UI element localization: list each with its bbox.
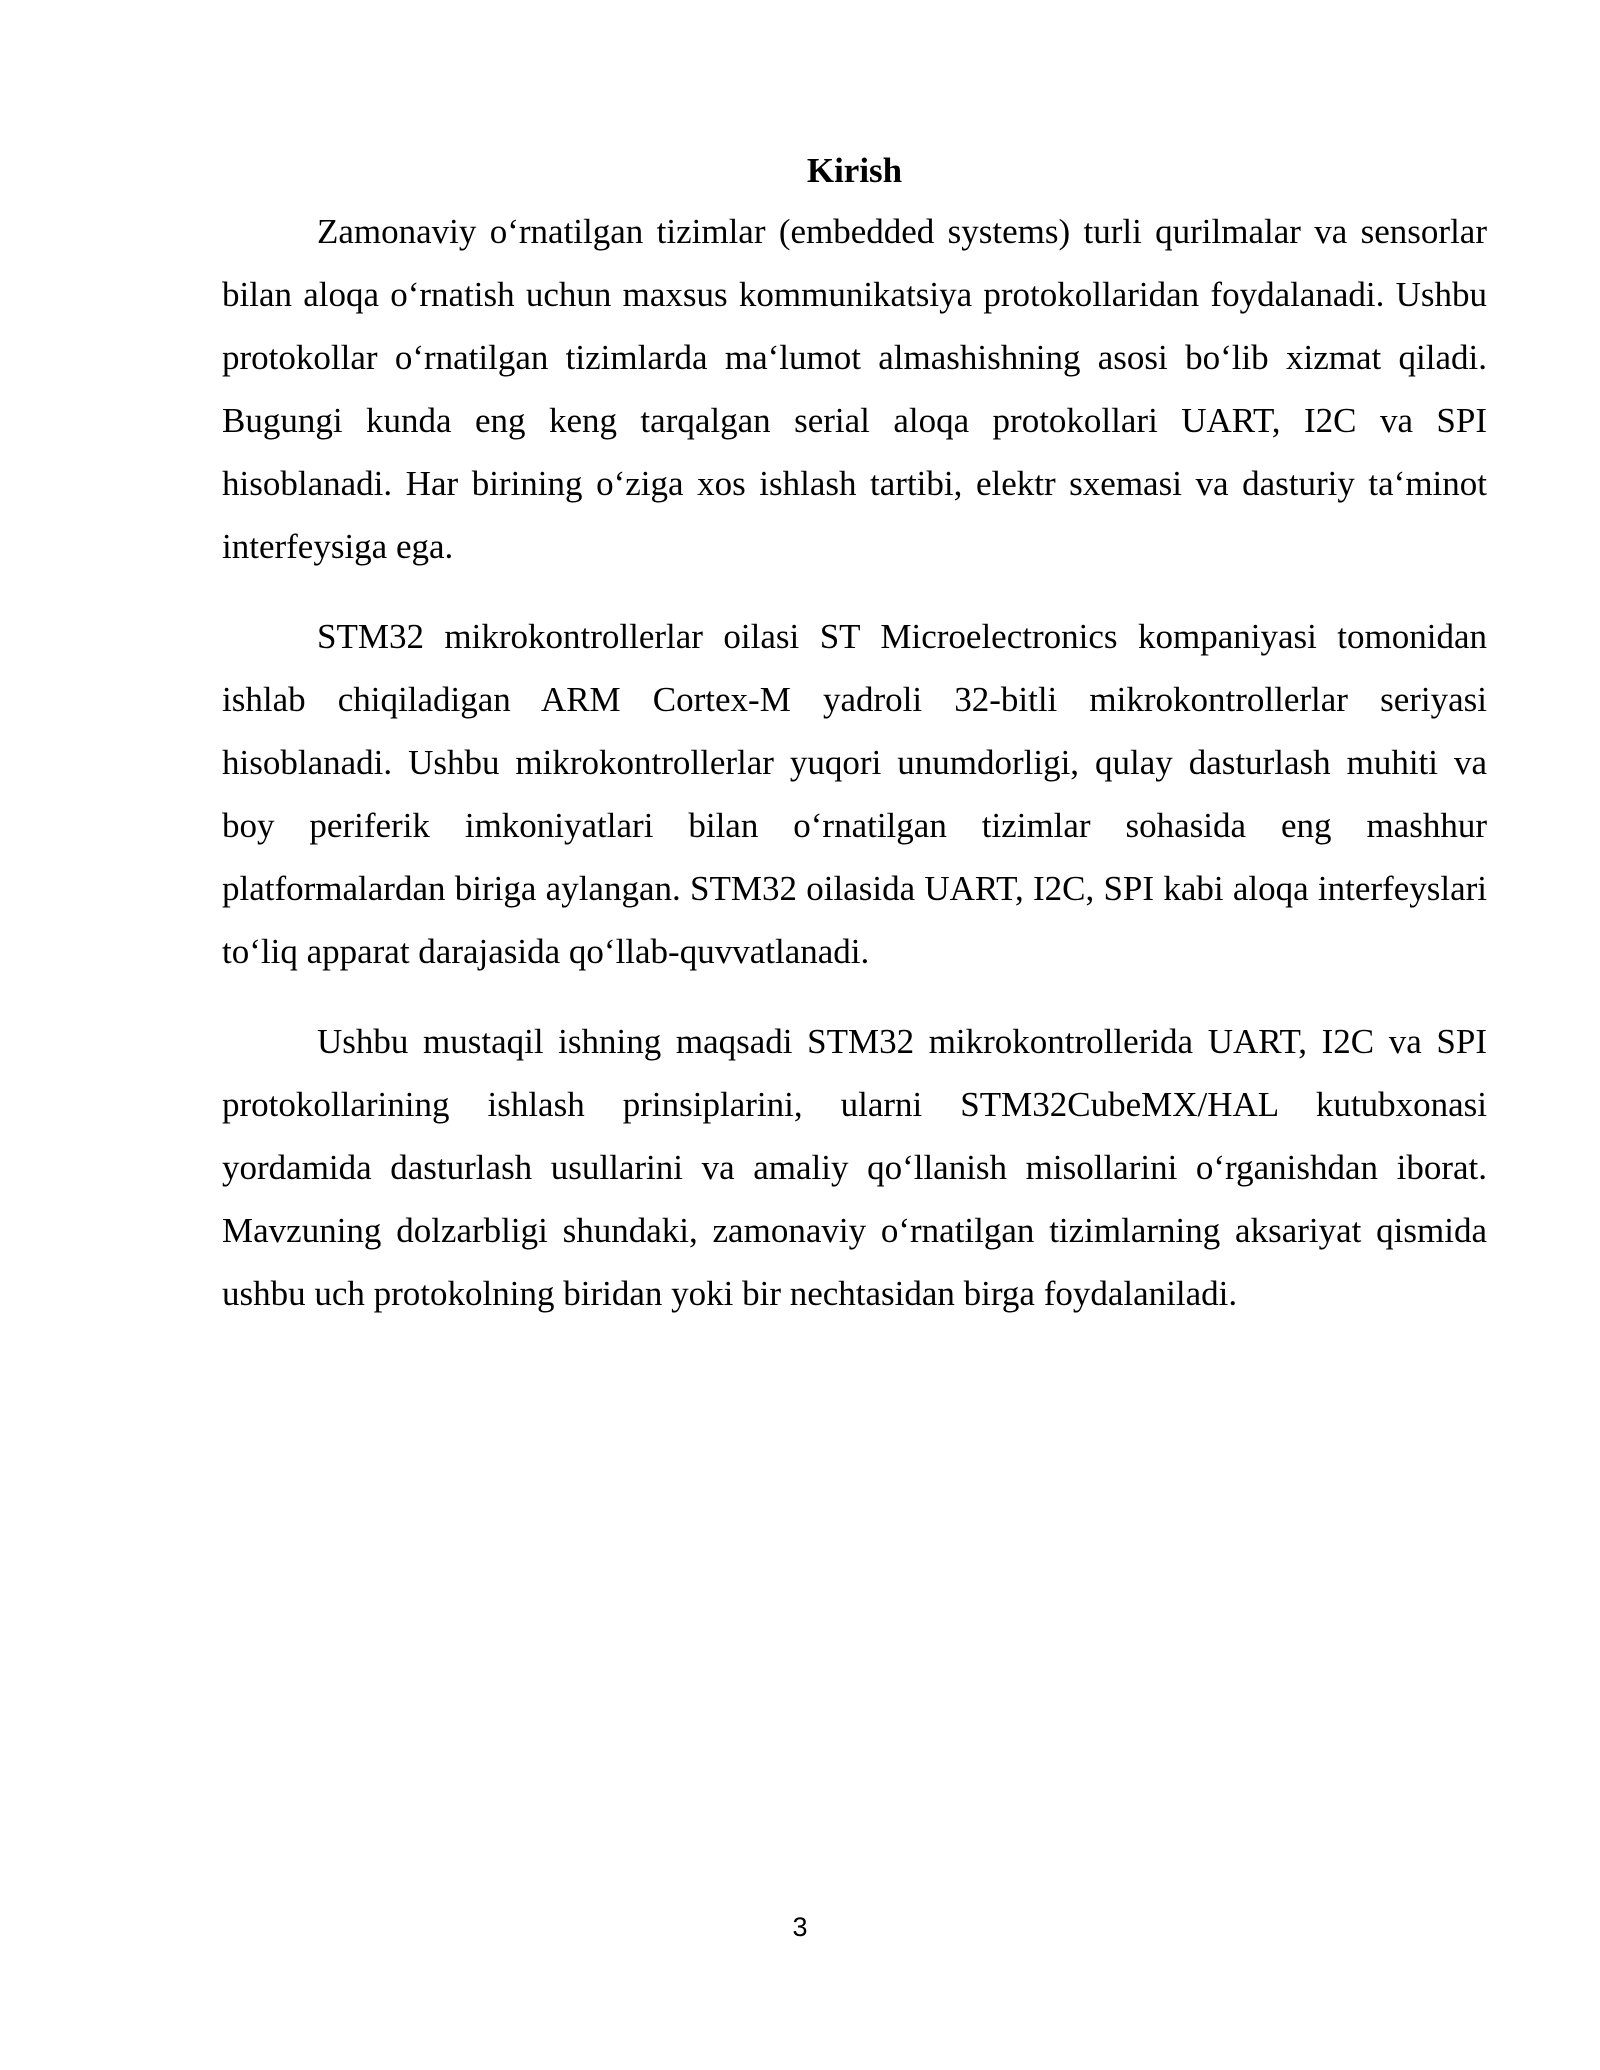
paragraph-goal: Ushbu mustaqil ishning maqsadi STM32 mikrokontrollerida UART, I2C va SPI protokollarining ishlash prinsiplarini, ularni STM32CubeMX/HAL kutubxonasi yordamida dasturlash usullarini va amaliy qo‘llanish misollarini o‘rganishdan iborat. Mavzuning dolzarbligi shundaki, zamonaviy o‘rnatilgan tizimlarning aksariyat qismida ushbu uch protokolning biridan yoki bir nechtasidan birga foydalaniladi. [222, 1022, 1487, 1313]
paragraph-intro: Zamonaviy o‘rnatilgan tizimlar (embedded systems) turli qurilmalar va sensorlar bilan aloqa o‘rnatish uchun maxsus kommunikatsiya protokollaridan foydalanadi. Ushbu protokollar o‘rnatilgan tizimlarda ma‘lumot almashishning asosi bo‘lib xizmat qiladi. Bugungi kunda eng keng tarqalgan serial aloqa protokollari UART, I2C va SPI hisoblanadi. Har birining o‘ziga xos ishlash tartibi, elektr sxemasi va dasturiy ta‘minot interfeysiga ega. [222, 212, 1487, 566]
page-content [222, 146, 1487, 1325]
page-title: Kirish [806, 151, 903, 190]
page-number: 3 [792, 1912, 808, 1942]
paragraph-stm32: STM32 mikrokontrollerlar oilasi ST Microelectronics kompaniyasi tomonidan ishlab chiqiladigan ARM Cortex-M yadroli 32-bitli mikrokontrollerlar seriyasi hisoblanadi. Ushbu mikrokontrollerlar yuqori unumdorligi, qulay dasturlash muhiti va boy periferik imkoniyatlari bilan o‘rnatilgan tizimlar sohasida eng mashhur platformalardan biriga aylangan. STM32 oilasida UART, I2C, SPI kabi aloqa interfeyslari to‘liq apparat darajasida qo‘llab-quvvatlanadi. [222, 617, 1487, 971]
